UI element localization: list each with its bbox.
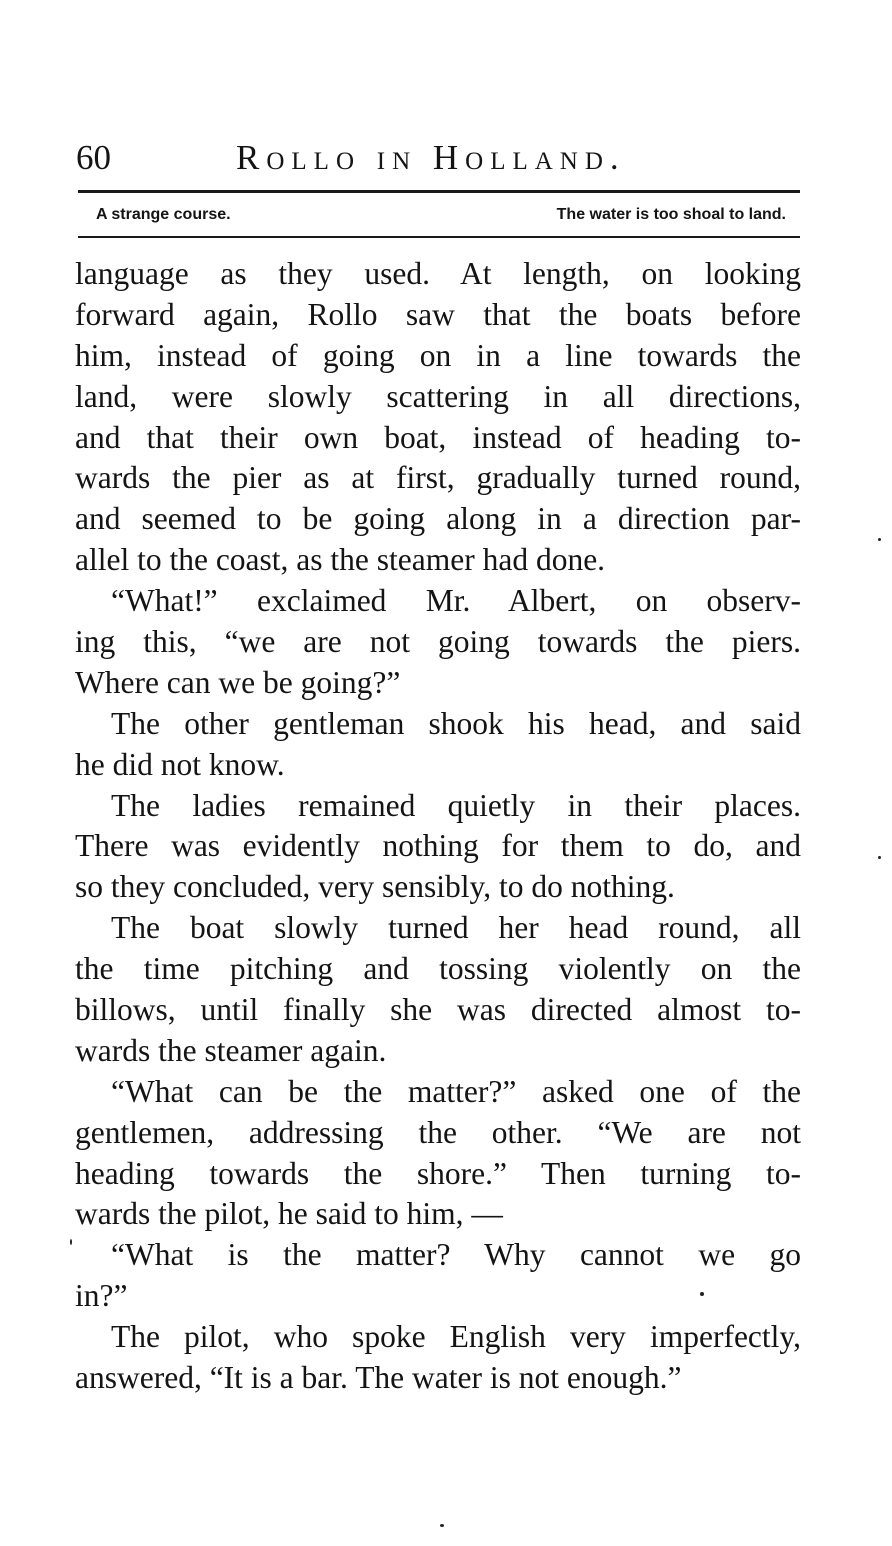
text-line: and seemed to be going along in a direction par- — [75, 501, 801, 537]
ink-speck — [878, 856, 881, 859]
header-rule-bottom — [78, 236, 800, 238]
text-line: ing this, “we are not going towards the piers. — [75, 624, 801, 660]
text-line: There was evidently nothing for them to do, and — [75, 828, 801, 864]
text-line: “What is the matter? Why cannot we go — [111, 1237, 801, 1273]
text-line: in?” — [75, 1278, 128, 1314]
text-line: gentlemen, addressing the other. “We are not — [75, 1114, 801, 1150]
text-line: Where can we be going?” — [75, 664, 401, 700]
text-line: the time pitching and tossing violently on the — [75, 951, 801, 987]
text-line: heading towards the shore.” Then turning to- — [75, 1155, 801, 1191]
text-line: “What can be the matter?” asked one of the — [111, 1073, 801, 1109]
text-line: The boat slowly turned her head round, all — [111, 910, 801, 946]
text-line: him, instead of going on in a line towards the — [75, 337, 801, 373]
page-number: 60 — [76, 138, 111, 177]
page-header — [76, 136, 800, 180]
text-line: wards the pier as at first, gradually turned round, — [75, 460, 801, 496]
subhead-left: A strange course. — [96, 206, 231, 223]
text-line: allel to the coast, as the steamer had done. — [75, 542, 606, 578]
text-line: wards the pilot, he said to him, — — [75, 1196, 503, 1232]
text-line: so they concluded, very sensibly, to do nothing. — [75, 869, 675, 905]
header-rule-top — [78, 190, 800, 193]
text-line: The ladies remained quietly in their places. — [111, 787, 801, 823]
subhead-right: The water is too shoal to land. — [556, 206, 786, 223]
text-line: wards the steamer again. — [75, 1032, 387, 1068]
text-line: “What!” exclaimed Mr. Albert, on observ- — [111, 583, 801, 619]
ink-speck — [878, 538, 881, 541]
running-title: Rollo in Holland. — [236, 138, 626, 177]
text-line: he did not know. — [75, 746, 285, 782]
text-line: The pilot, who spoke English very imperfectly, — [111, 1319, 801, 1355]
text-line: forward again, Rollo saw that the boats before — [75, 296, 801, 332]
ink-speck — [700, 1292, 704, 1296]
text-line: and that their own boat, instead of heading to- — [75, 419, 801, 455]
ink-speck — [440, 1524, 444, 1527]
section-subheads — [96, 202, 786, 228]
text-line: language as they used. At length, on looking — [75, 256, 801, 291]
text-line: land, were slowly scattering in all directions, — [75, 378, 801, 414]
text-line: billows, until finally she was directed almost to- — [75, 992, 801, 1028]
body-text — [75, 254, 801, 1399]
text-line: answered, “It is a bar. The water is not enough.” — [75, 1360, 682, 1396]
ink-speck — [70, 1239, 72, 1245]
text-line: The other gentleman shook his head, and said — [111, 705, 801, 741]
